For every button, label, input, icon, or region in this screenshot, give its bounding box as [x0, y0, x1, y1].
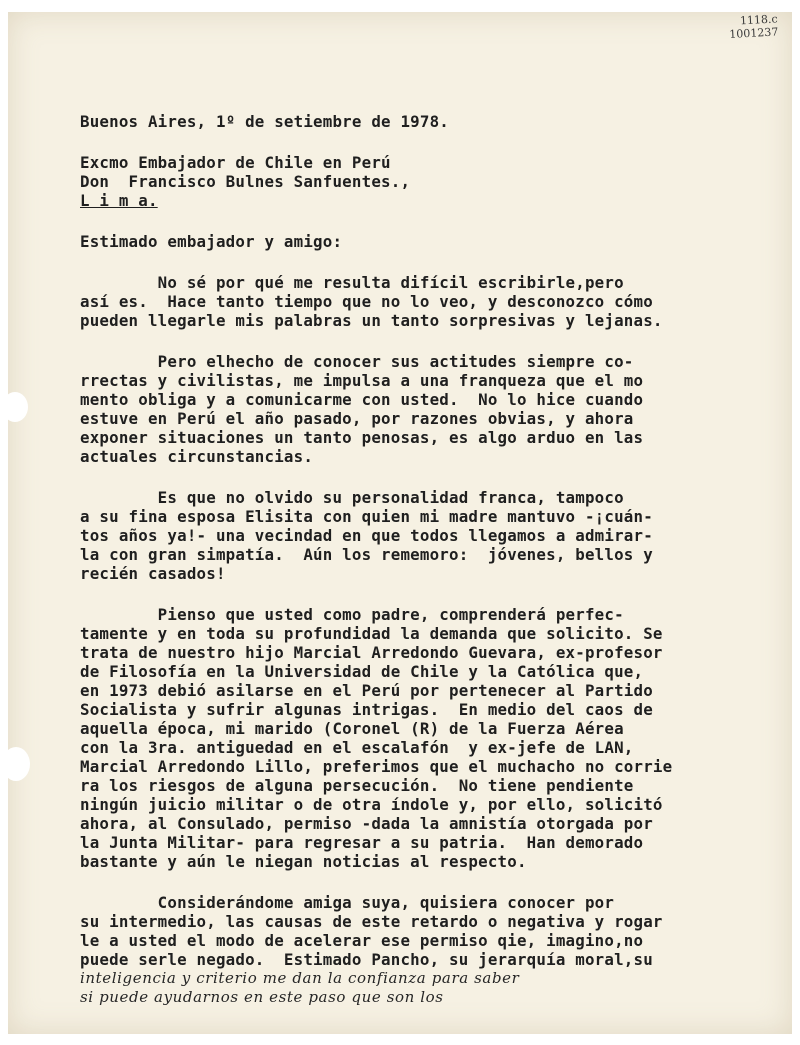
handwritten-line: si puede ayudarnos en este paso que son los	[80, 988, 444, 1006]
address-line: Excmo Embajador de Chile en Perú	[80, 153, 391, 172]
paper-tear	[2, 747, 30, 781]
paragraph-line: aquella época, mi marido (Coronel (R) de la Fuerza Aérea	[80, 719, 624, 738]
handwritten-line: inteligencia y criterio me dan la confianza para saber	[80, 969, 520, 987]
date-line: Buenos Aires, 1º de setiembre de 1978.	[80, 112, 449, 131]
paragraph-line: Pienso que usted como padre, comprenderá perfec-	[80, 605, 624, 624]
paragraph-line: mento obliga y a comunicarme con usted. No lo hice cuando	[80, 390, 644, 409]
address-line: Don Francisco Bulnes Sanfuentes.,	[80, 172, 411, 191]
paragraph-line: puede serle negado. Estimado Pancho, su jerarquía moral,su	[80, 950, 653, 969]
address-city: L i m a.	[80, 191, 158, 210]
archive-reference	[717, 12, 778, 41]
paragraph-line: trata de nuestro hijo Marcial Arredondo Guevara, ex-profesor	[80, 643, 663, 662]
paragraph-line: actuales circunstancias.	[80, 447, 314, 466]
paragraph-line: ahora, al Consulado, permiso -dada la amnistía otorgada por	[80, 814, 653, 833]
paragraph-line: Pero elhecho de conocer sus actitudes siempre co-	[80, 352, 634, 371]
paragraph-line: tos años ya!- una vecindad en que todos llegamos a admirar-	[80, 526, 653, 545]
paragraph-line: Considerándome amiga suya, quisiera conocer por	[80, 893, 615, 912]
paragraph-line: ra los riesgos de alguna persecución. No tiene pendiente	[80, 776, 634, 795]
salutation: Estimado embajador y amigo:	[80, 232, 343, 251]
paragraph-line: Es que no olvido su personalidad franca, tampoco	[80, 488, 624, 507]
paragraph-line: en 1973 debió asilarse en el Perú por pertenecer al Partido	[80, 681, 653, 700]
paragraph-line: tamente y en toda su profundidad la demanda que solicito. Se	[80, 624, 663, 643]
paragraph-line: bastante y aún le niegan noticias al respecto.	[80, 852, 527, 871]
paragraph-line: recién casados!	[80, 564, 226, 583]
paragraph-line: estuve en Perú el año pasado, por razones obvias, y ahora	[80, 409, 634, 428]
paragraph-line: ningún juicio militar o de otra índole y, por ello, solicitó	[80, 795, 663, 814]
paragraph-line: su intermedio, las causas de este retardo o negativa y rogar	[80, 912, 663, 931]
paragraph-line: pueden llegarle mis palabras un tanto sorpresivas y lejanas.	[80, 311, 663, 330]
paragraph-line: No sé por qué me resulta difícil escribirle,pero	[80, 273, 624, 292]
paragraph-line: la Junta Militar- para regresar a su patria. Han demorado	[80, 833, 644, 852]
paragraph-line: así es. Hace tanto tiempo que no lo veo, y desconozco cómo	[80, 292, 653, 311]
paragraph-line: a su fina esposa Elisita con quien mi madre mantuvo -¡cuán-	[80, 507, 653, 526]
paragraph-line: le a usted el modo de acelerar ese permiso qie, imagino,no	[80, 931, 644, 950]
paper-tear	[2, 392, 28, 422]
archive-ref-line: 1001237	[729, 25, 779, 41]
letter-body	[80, 112, 785, 1007]
paragraph-line: exponer situaciones un tanto penosas, es algo arduo en las	[80, 428, 644, 447]
paragraph-line: de Filosofía en la Universidad de Chile y la Católica que,	[80, 662, 644, 681]
paragraph-line: la con gran simpatía. Aún los rememoro: jóvenes, bellos y	[80, 545, 653, 564]
paragraph-line: Socialista y sufrir algunas intrigas. En medio del caos de	[80, 700, 653, 719]
paragraph-line: rrectas y civilistas, me impulsa a una franqueza que el mo	[80, 371, 644, 390]
archive-ref-line: 1118.c	[739, 12, 778, 28]
paragraph-line: con la 3ra. antiguedad en el escalafón y ex-jefe de LAN,	[80, 738, 634, 757]
paragraph-line: Marcial Arredondo Lillo, preferimos que el muchacho no corrie	[80, 757, 673, 776]
